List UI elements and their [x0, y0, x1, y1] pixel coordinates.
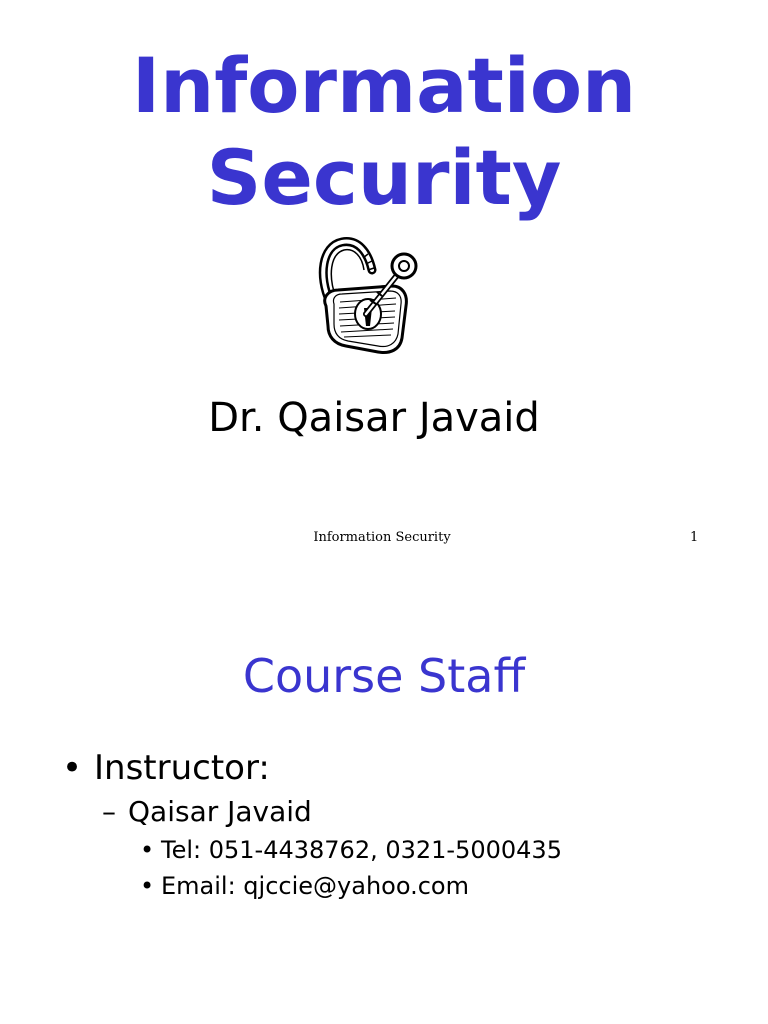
bullet-text: Qaisar Javaid	[128, 795, 312, 828]
bullet-marker: •	[140, 872, 155, 900]
dash-marker: –	[102, 795, 116, 828]
footer-title: Information Security	[313, 530, 451, 545]
bullet-text: Email: qjccie@yahoo.com	[161, 872, 469, 900]
padlock-with-key-icon	[316, 236, 420, 356]
bullet-text: Instructor:	[94, 748, 270, 788]
title-line-1: Information	[131, 41, 637, 130]
bullet-marker: •	[140, 836, 155, 864]
bullet-email	[140, 871, 469, 901]
bullet-instructor-name	[102, 794, 312, 830]
bullet-text: Tel: 051-4438762, 0321-5000435	[161, 836, 562, 864]
bullet-marker: •	[62, 748, 83, 788]
page-number: 1	[690, 530, 699, 545]
bullet-tel	[140, 835, 562, 865]
slide-title: Course Staff	[242, 649, 526, 703]
bullet-instructor	[62, 746, 270, 790]
title-line-2: Security	[206, 133, 562, 222]
slide-2	[0, 560, 768, 1024]
slide-title	[0, 40, 768, 224]
author-name: Dr. Qaisar Javaid	[208, 395, 540, 441]
